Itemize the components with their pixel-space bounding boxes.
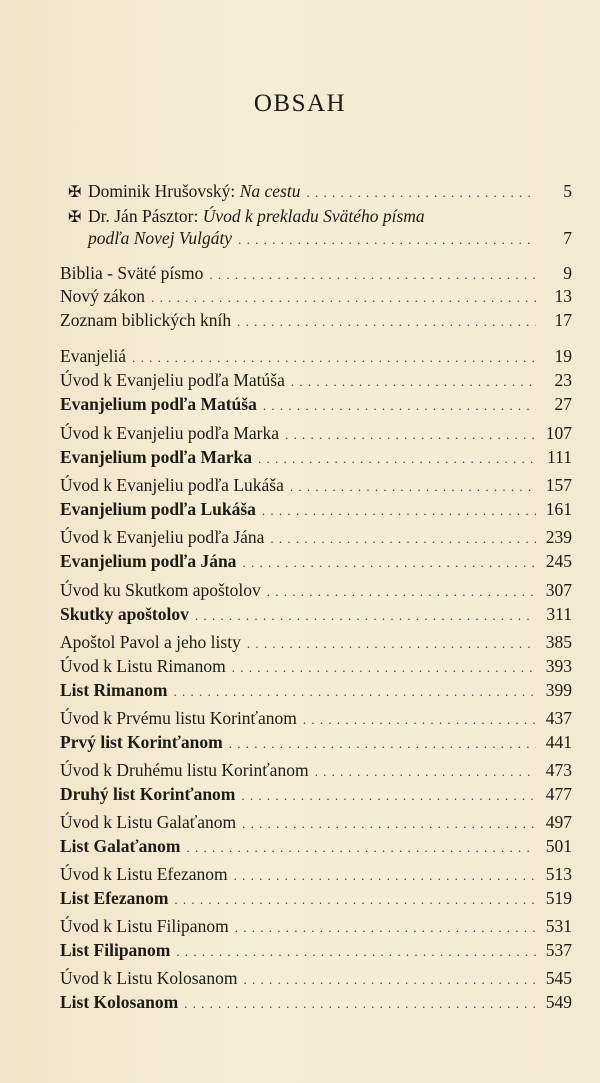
entry-title: List Efezanom (60, 888, 169, 908)
entry-title: Evanjelium podľa Lukáša (60, 499, 256, 519)
toc-entry (60, 732, 572, 754)
entry-page: 19 (554, 346, 572, 366)
leader-dots (235, 920, 536, 936)
entry-title: Skutky apoštolov (60, 604, 189, 624)
entry-page: 531 (545, 916, 572, 936)
leader-dots (242, 555, 536, 571)
entry-page: 385 (545, 632, 572, 652)
page-title: OBSAH (253, 90, 347, 117)
leader-dots (151, 290, 536, 306)
toc-entry (60, 812, 572, 834)
entry-title: Úvod k Listu Efezanom (60, 864, 228, 884)
toc-entry (60, 680, 572, 702)
leader-dots (315, 764, 536, 780)
entry-page: 399 (545, 680, 572, 700)
entry-title: Evanjelium podľa Matúša (60, 394, 257, 414)
entry-author: Dr. Ján Pásztor: (88, 206, 203, 226)
toc-entry (60, 940, 572, 962)
leader-dots (176, 944, 536, 960)
toc-entry (60, 580, 572, 602)
entry-page: 17 (554, 310, 572, 330)
entry-title: List Galaťanom (60, 836, 181, 856)
entry-title: Úvod k prekladu Svätého písma (202, 206, 425, 226)
entry-title: Úvod k Evanjeliu podľa Jána (60, 527, 265, 547)
entry-page: 111 (547, 447, 572, 467)
leader-dots (247, 636, 536, 652)
entry-title: List Rimanom (60, 680, 168, 700)
toc-entry (60, 394, 572, 416)
toc-entry (60, 286, 572, 308)
entry-title: Úvod k Evanjeliu podľa Matúša (60, 370, 285, 390)
entry-page: 107 (545, 423, 572, 443)
entry-title: Evanjeliá (60, 346, 127, 366)
entry-title: Úvod k Evanjeliu podľa Lukáša (60, 475, 284, 495)
toc-entry (60, 447, 572, 469)
toc-entry (60, 527, 572, 549)
leader-dots (229, 736, 536, 752)
toc-entry (60, 475, 572, 497)
leader-dots (270, 531, 536, 547)
leader-dots (232, 660, 536, 676)
entry-page: 23 (554, 370, 572, 390)
toc-entry (60, 836, 572, 858)
entry-title: Úvod ku Skutkom apoštolov (60, 580, 261, 600)
leader-dots (285, 427, 536, 443)
entry-page: 437 (545, 708, 572, 728)
leader-dots (290, 479, 536, 495)
toc-entry (60, 310, 572, 332)
leader-dots (241, 788, 536, 804)
toc-entry-intro-1 (68, 181, 572, 203)
entry-title: List Kolosanom (60, 992, 179, 1012)
entry-page: 393 (545, 656, 572, 676)
entry-page: 7 (563, 228, 572, 248)
toc-entry (60, 864, 572, 886)
entry-page: 9 (563, 263, 572, 283)
leader-dots (238, 232, 536, 248)
entry-page: 5 (563, 181, 572, 201)
entry-title: List Filipanom (60, 940, 171, 960)
toc-entry (60, 370, 572, 392)
entry-page: 157 (545, 475, 572, 495)
leader-dots (132, 350, 536, 366)
entry-page: 311 (546, 604, 572, 624)
toc-entry (60, 656, 572, 678)
entry-title: Na cestu (239, 181, 301, 201)
entry-page: 307 (545, 580, 572, 600)
entry-title: Evanjelium podľa Marka (60, 447, 252, 467)
leader-dots (186, 840, 536, 856)
toc-entry (60, 551, 572, 573)
leader-dots (173, 684, 536, 700)
entry-page: 473 (545, 760, 572, 780)
entry-title: Druhý list Korinťanom (60, 784, 236, 804)
toc-entry (60, 992, 572, 1014)
entry-page: 497 (545, 812, 572, 832)
leader-dots (243, 972, 536, 988)
toc-entry (60, 499, 572, 521)
entry-title: Biblia - Sväté písmo (60, 263, 204, 283)
entry-title: Úvod k Druhému listu Korinťanom (60, 760, 309, 780)
leader-dots (263, 398, 536, 414)
toc-entry (60, 760, 572, 782)
entry-title: Úvod k Listu Kolosanom (60, 968, 238, 988)
leader-dots (291, 374, 536, 390)
entry-page: 161 (545, 499, 572, 519)
entry-title: Evanjelium podľa Jána (60, 551, 237, 571)
leader-dots (237, 314, 536, 330)
entry-page: 519 (545, 888, 572, 908)
entry-page: 537 (545, 940, 572, 960)
entry-page: 545 (545, 968, 572, 988)
entry-title: Prvý list Korinťanom (60, 732, 223, 752)
leader-dots (303, 712, 536, 728)
entry-page: 245 (545, 551, 572, 571)
toc-entry (60, 346, 572, 368)
entry-title: Úvod k Listu Galaťanom (60, 812, 237, 832)
entry-author: Dominik Hrušovský: (88, 181, 240, 201)
entry-title: Úvod k Listu Filipanom (60, 916, 229, 936)
toc-entry (60, 916, 572, 938)
leader-dots (184, 996, 536, 1012)
cross-icon: ✠ (68, 209, 82, 226)
cross-icon: ✠ (68, 184, 82, 201)
entry-page: 441 (545, 732, 572, 752)
entry-title: Zoznam biblických kníh (60, 310, 232, 330)
leader-dots (306, 185, 536, 201)
entry-title: Úvod k Evanjeliu podľa Marka (60, 423, 279, 443)
entry-page: 549 (545, 992, 572, 1012)
entry-page: 501 (545, 836, 572, 856)
entry-title: Apoštol Pavol a jeho listy (60, 632, 241, 652)
leader-dots (262, 503, 536, 519)
entry-page: 239 (545, 527, 572, 547)
entry-page: 513 (545, 864, 572, 884)
leader-dots (195, 608, 536, 624)
entry-title: Úvod k Listu Rimanom (60, 656, 226, 676)
leader-dots (209, 267, 536, 283)
toc-entry (60, 968, 572, 990)
leader-dots (258, 451, 536, 467)
toc-entry (60, 708, 572, 730)
entry-page: 13 (554, 286, 572, 306)
entry-title-cont: podľa Novej Vulgáty (88, 228, 233, 248)
toc-entry (60, 632, 572, 654)
leader-dots (267, 584, 536, 600)
entry-page: 27 (554, 394, 572, 414)
entry-page: 477 (545, 784, 572, 804)
toc-entry (60, 423, 572, 445)
toc-entry (60, 888, 572, 910)
toc-entry (60, 263, 572, 285)
leader-dots (174, 892, 536, 908)
leader-dots (234, 868, 536, 884)
entry-title: Úvod k Prvému listu Korinťanom (60, 708, 297, 728)
leader-dots (242, 816, 536, 832)
entry-title: Nový zákon (60, 286, 146, 306)
toc-entry (60, 604, 572, 626)
toc-entry (60, 784, 572, 806)
toc-entry-intro-2 (68, 206, 572, 250)
